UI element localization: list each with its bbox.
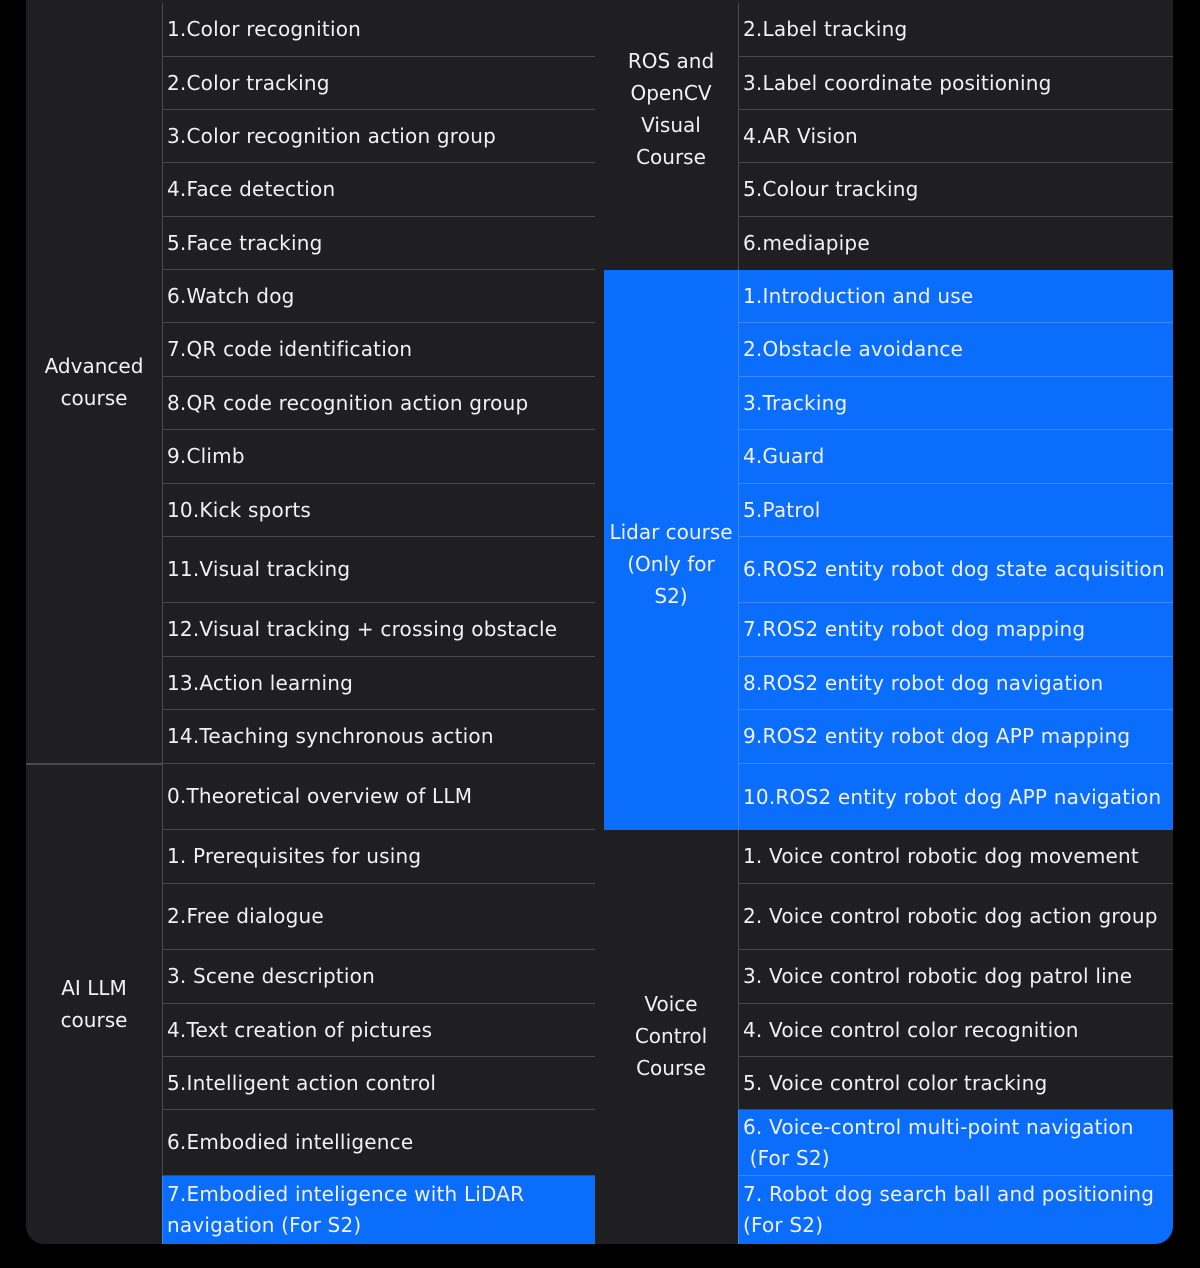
course-item[interactable]: 9.Climb (162, 430, 595, 484)
course-item[interactable]: 3.Label coordinate positioning (738, 57, 1173, 110)
course-item-highlighted[interactable]: 6. Voice-control multi-point navigation (For S2) (738, 1110, 1173, 1176)
course-item[interactable]: 2.Color tracking (162, 57, 595, 110)
course-item[interactable]: 7.QR code identification (162, 323, 595, 377)
course-item[interactable]: 3. Voice control robotic dog patrol line (738, 950, 1173, 1004)
course-item-highlighted[interactable]: 9.ROS2 entity robot dog APP mapping (738, 710, 1173, 764)
course-item-highlighted[interactable]: 6.ROS2 entity robot dog state acquisition (738, 537, 1173, 603)
course-item[interactable]: 5. Voice control color tracking (738, 1057, 1173, 1110)
course-table (26, 0, 1173, 1244)
course-item-highlighted[interactable]: 5.Patrol (738, 484, 1173, 537)
course-item-highlighted[interactable]: 2.Obstacle avoidance (738, 323, 1173, 377)
course-item[interactable]: 1. Voice control robotic dog movement (738, 830, 1173, 884)
category-ros-opencv-course: ROS and OpenCV Visual Course (627, 49, 715, 169)
course-item[interactable]: 3.Color recognition action group (162, 110, 595, 163)
course-item[interactable]: 6.Embodied intelligence (162, 1110, 595, 1176)
category-ai-llm-course: AI LLM course (60, 976, 128, 1032)
course-item[interactable]: 3. Scene description (162, 950, 595, 1004)
course-item[interactable]: 1.Color recognition (162, 3, 595, 57)
course-item-highlighted[interactable]: 4.Guard (738, 430, 1173, 484)
category-lidar-course: Lidar course (Only for S2) (604, 270, 738, 830)
course-item[interactable]: 13.Action learning (162, 657, 595, 710)
course-item[interactable]: 6.Watch dog (162, 270, 595, 323)
course-item[interactable]: 4. Voice control color recognition (738, 1004, 1173, 1057)
course-item[interactable]: 5.Intelligent action control (162, 1057, 595, 1110)
course-item[interactable]: 5.Colour tracking (738, 163, 1173, 217)
column-gap (595, 0, 604, 1244)
course-item[interactable]: 6.mediapipe (738, 217, 1173, 270)
course-item[interactable]: 1. Prerequisites for using (162, 830, 595, 884)
course-item-highlighted[interactable]: 1.Introduction and use (738, 270, 1173, 323)
course-item[interactable]: 12.Visual tracking + crossing obstacle (162, 603, 595, 657)
course-item[interactable]: 4.Face detection (162, 163, 595, 217)
course-item-highlighted[interactable]: 3.Tracking (738, 377, 1173, 430)
course-item[interactable]: 5.Face tracking (162, 217, 595, 270)
course-item-highlighted[interactable]: 10.ROS2 entity robot dog APP navigation (738, 764, 1173, 830)
course-item-highlighted[interactable]: 7. Robot dog search ball and positioning (For S2) (738, 1176, 1173, 1244)
category-voice-control-course: Voice Control Course (634, 992, 708, 1080)
course-item[interactable]: 2. Voice control robotic dog action group (738, 884, 1173, 950)
course-item-highlighted[interactable]: 8.ROS2 entity robot dog navigation (738, 657, 1173, 710)
course-item[interactable]: 2.Free dialogue (162, 884, 595, 950)
course-item[interactable]: 4.Text creation of pictures (162, 1004, 595, 1057)
course-item-highlighted[interactable]: 7.Embodied inteligence with LiDAR navigation (For S2) (162, 1176, 595, 1244)
course-item[interactable]: 11.Visual tracking (162, 537, 595, 603)
course-item[interactable]: 14.Teaching synchronous action (162, 710, 595, 764)
course-item[interactable]: 0.Theoretical overview of LLM (162, 764, 595, 830)
course-item-highlighted[interactable]: 7.ROS2 entity robot dog mapping (738, 603, 1173, 657)
course-item[interactable]: 8.QR code recognition action group (162, 377, 595, 430)
course-item[interactable]: 10.Kick sports (162, 484, 595, 537)
course-item[interactable]: 2.Label tracking (738, 3, 1173, 57)
course-item[interactable]: 4.AR Vision (738, 110, 1173, 163)
category-advanced-course: Advanced course (44, 354, 144, 410)
